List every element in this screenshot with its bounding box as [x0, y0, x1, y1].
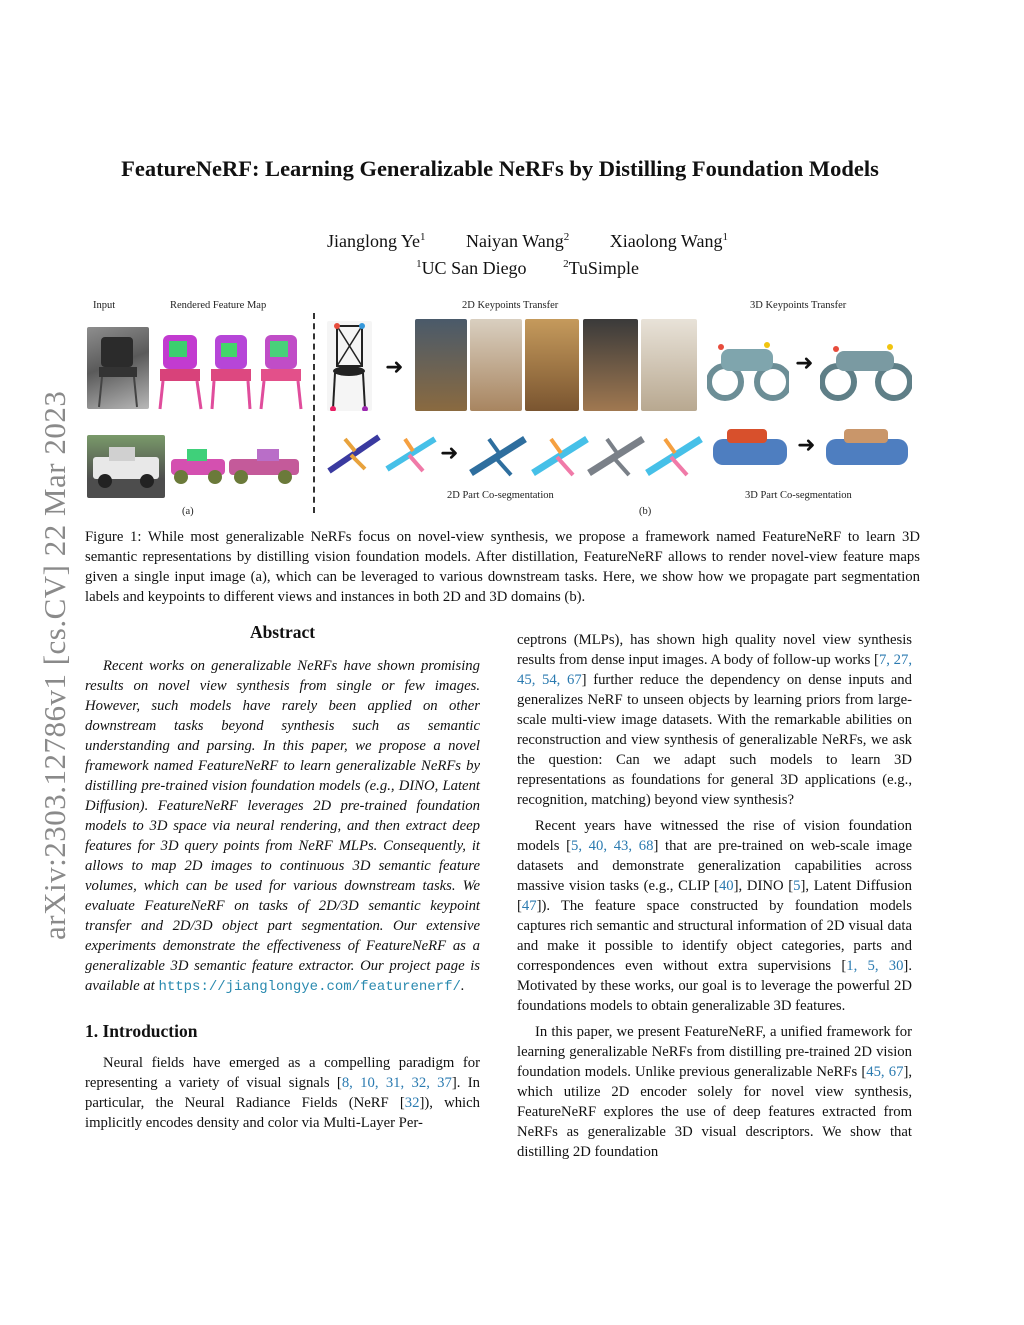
author: Jianglong Ye$^1$: [327, 231, 426, 251]
citation[interactable]: 1, 5, 30: [846, 958, 904, 974]
author: Xiaolong Wang$^1$: [609, 231, 728, 251]
feature-map-truck: [227, 445, 301, 487]
paragraph: In this paper, we present FeatureNeRF, a unified framework for learning generalizable NeRFs from distilling pre-trained 2D vision foundation models. Unlike previous generalizable NeRFs [45, 67], which utilize 2D encoder solely for novel view synthesis, FeatureNeRF explores the use of deep features extracted from NeRFs as generalizable 3D visual descriptors. We show that distilling 2D foundation: [517, 1024, 913, 1160]
feature-map-chair: [207, 331, 255, 411]
airplane-icon: [325, 429, 385, 479]
label-3d-part-coseg: 3D Part Co-segmentation: [745, 490, 852, 501]
paper-title: FeatureNeRF: Learning Generalizable NeRFs by Distilling Foundation Models: [121, 156, 879, 181]
citation[interactable]: 8, 10, 31, 32, 37: [341, 1075, 452, 1091]
airplane-segmented: [529, 429, 591, 484]
label-input: Input: [93, 300, 116, 311]
input-chair-photo: [87, 327, 149, 409]
label-3d-keypoints: 3D Keypoints Transfer: [750, 300, 847, 311]
affiliations: [60, 253, 995, 280]
arrow-right-icon: ➜: [795, 351, 814, 376]
label-2d-keypoints: 2D Keypoints Transfer: [462, 300, 559, 311]
arrow-right-icon: ➜: [797, 433, 816, 458]
citation[interactable]: 7, 27, 45, 54, 67: [517, 652, 912, 688]
author: Naiyan Wang$^2$: [466, 231, 570, 251]
airplane-target: [585, 429, 647, 484]
author-block: [60, 226, 995, 280]
paragraph: Recent years have witnessed the rise of vision foundation models [5, 40, 43, 68] that are pre-trained on web-scale image datasets and demonstrate generalization capabilities across massive vision tasks (e.g., CLIP [40], DINO [5], Latent Diffusion [47]). The feature space constructed by foundation models captures rich semantic and structural information of 2D visual data and make it possible to identify object categories, parts and correspondences even without extra supervisions [1, 5, 30]. Motivated by these works, our goal is to leverage the powerful 2D foundations models to obtain generalizable 3D features.: [517, 818, 913, 1014]
chair-photo: [641, 319, 697, 411]
chair-photo: [525, 319, 579, 411]
affiliation: $^1$UC San Diego: [416, 258, 527, 278]
car-pointcloud-target: [822, 425, 912, 477]
airplane-source: [325, 429, 385, 479]
author-names: [60, 226, 995, 253]
figure-divider: [313, 313, 315, 513]
affiliation: $^2$TuSimple: [563, 258, 639, 278]
citation[interactable]: 5, 40, 43, 68: [571, 838, 654, 854]
feature-map-chair: [257, 331, 305, 411]
abstract-body: Recent works on generalizable NeRFs have shown promising results on novel view synthesis from single or few images. However, such models have rarely been applied on other downstream tasks beyond synthesis such as semantic understanding and parsing. In this paper, we propose a novel framework named FeatureNeRF to learn generalizable NeRFs by distilling pre-trained vision foundation models (e.g., DINO, Latent Diffusion). FeatureNeRF leverages 2D pre-trained foundation models to 3D space via neural rendering, and then extract deep features for 3D query points from NeRF MLPs. Consequently, it allows to map 2D images to continuous 3D semantic feature volumes, which can be used for various downstream tasks. We evaluate FeatureNeRF on tasks of 2D/3D semantic keypoint transfer and 2D/3D object part segmentation. Our extensive experiments demonstrate the effectiveness of FeatureNeRF as a generalizable 3D semantic feature extractor. Our project page is available at https://jianglongye.com/featurenerf/.: [85, 658, 480, 995]
feature-map-chair: [157, 331, 205, 411]
figure-1: [85, 297, 920, 522]
citation[interactable]: 32: [404, 1095, 420, 1111]
citation[interactable]: 5: [793, 878, 801, 894]
paragraph: ceptrons (MLPs), has shown high quality novel view synthesis results from dense input images. A body of follow-up works [7, 27, 45, 54, 67] further reduce the dependency on dense inputs and generalizes NeRF to unseen objects by learning priors from large-scale multi-view image datasets. With the remarkable abilities on reconstruction and view synthesis of generalizable NeRFs, we ask the question: Can we adapt such models to learn 3D representations as foundations for general 3D applications (e.g., recognition, matching) beyond view synthesis?: [517, 632, 912, 808]
left-column: [85, 622, 480, 1133]
arrow-right-icon: ➜: [440, 441, 459, 466]
airplane-segmented: [383, 429, 441, 479]
citation[interactable]: 40: [718, 878, 734, 894]
chair-icon: [87, 327, 149, 409]
chair-photo: [470, 319, 522, 411]
figure-caption: Figure 1: While most generalizable NeRFs focus on novel-view synthesis, we propose a framework named FeatureNeRF to learn 3D semantic representations by distilling vision foundation models. After distillation, FeatureNeRF allows to render novel-view feature maps given a single input image (a), which can be leveraged to various downstream tasks. Here, we show how we propagate part segmentation labels and keypoints to different views and instances in both 2D and 3D domains (b).: [85, 529, 920, 605]
arxiv-identifier: arXiv:2303.12786v1 [cs.CV] 22 Mar 2023: [37, 390, 72, 940]
input-truck-photo: [87, 435, 165, 498]
label-rendered-feature-map: Rendered Feature Map: [170, 300, 267, 311]
chair-photo: [415, 319, 467, 411]
motorcycle-source: [707, 327, 789, 402]
label-panel-b: (b): [639, 506, 652, 517]
airplane-target: [467, 429, 529, 484]
airplane-segmented: [643, 429, 705, 484]
truck-icon: [87, 435, 165, 498]
arrow-right-icon: ➜: [385, 355, 404, 380]
label-panel-a: (a): [182, 506, 194, 517]
section-heading: 1. Introduction: [85, 1021, 198, 1041]
motorcycle-target: [820, 327, 912, 402]
label-2d-part-coseg: 2D Part Co-segmentation: [447, 490, 554, 501]
project-link[interactable]: https://jianglongye.com/featurenerf/: [158, 979, 461, 995]
chair-keypoints-source: [327, 321, 372, 411]
feature-map-truck: [169, 445, 227, 487]
intro-paragraph: Neural fields have emerged as a compelling paradigm for representing a variety of visual signals [8, 10, 31, 32, 37]. In particular, the Neural Radiance Fields (NeRF [32]), which implicitly encodes density and color via Multi-Layer Per-: [85, 1055, 480, 1131]
citation[interactable]: 47: [521, 898, 537, 914]
car-pointcloud-source: [709, 425, 791, 477]
right-column: [517, 630, 912, 1162]
chair-photo: [583, 319, 638, 411]
abstract-heading: Abstract: [249, 622, 316, 642]
citation[interactable]: 45, 67: [866, 1064, 904, 1080]
